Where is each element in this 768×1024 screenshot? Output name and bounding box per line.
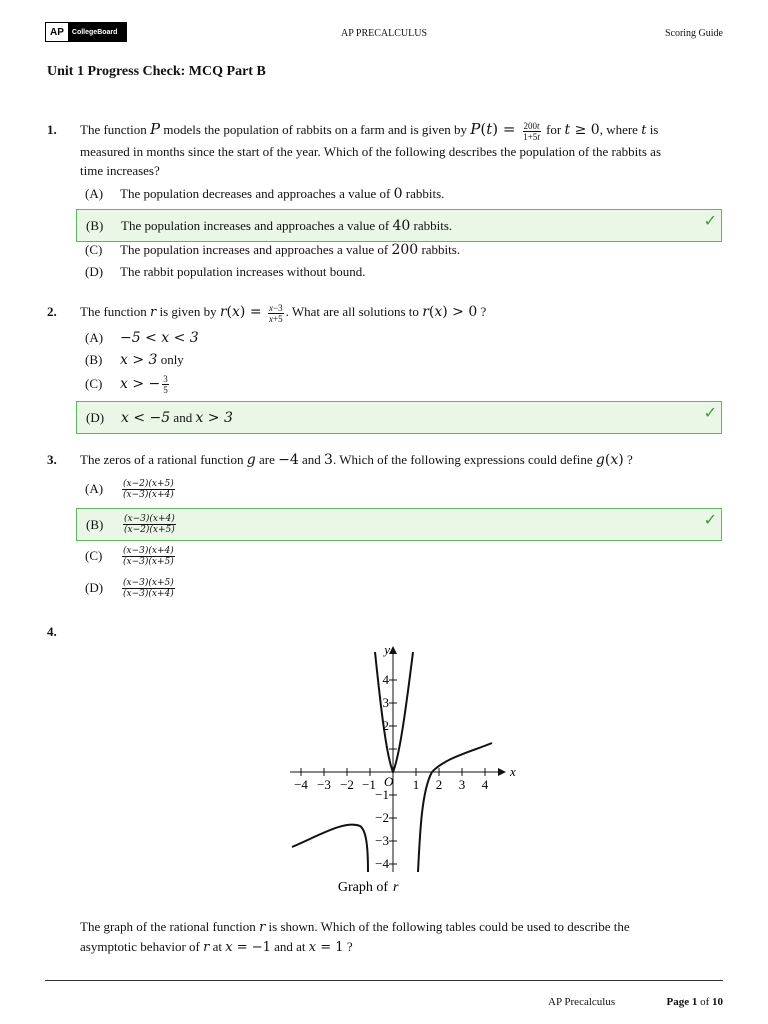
q2-option-c-text: x > − [120,376,161,392]
q1-option-c-letter: (C) [85,242,103,257]
q3-option-d[interactable] [80,575,177,601]
q1-option-a[interactable] [80,183,444,205]
q3-option-b-denominator: (x−2)(x+5) [124,525,175,535]
q1-option-d-text: The rabbit population increases without bound. [120,264,366,279]
x-tick-label: 3 [458,777,466,792]
q4-text-b: is shown. Which of the following tables could be used to describe the [268,919,630,934]
q2-option-b[interactable] [80,349,184,371]
question-1-number: 1. [47,122,57,137]
q1-text-e: is [649,122,659,137]
q3-option-b-letter: (B) [86,516,104,532]
x-tick-label: −3 [317,777,331,792]
curve-right-branch [418,743,492,872]
question-3-number: 3. [47,452,57,467]
q3-option-a-numerator: (x−2)(x+5) [123,478,174,489]
footer-divider [45,980,723,981]
q2-text-b: is given by [159,304,217,319]
q4-text-c: asymptotic behavior of [80,939,200,954]
q1-option-a-text: The population decreases and approaches a value of [120,186,391,201]
question-4-number: 4. [47,624,57,639]
q1-text-c: for [546,122,562,137]
x-tick-label: 4 [481,777,489,792]
q2-option-a-letter: (A) [85,330,104,345]
q3-text-e: ? [626,452,633,467]
q1-option-b-correct[interactable] [76,209,722,242]
q1-option-b-letter: (B) [86,217,104,233]
footer-page-of: of [700,996,710,1008]
q1-text-f: measured in months since the start of the year. Which of the following describes the population of the rabbits as [80,143,662,159]
q2-option-d-letter: (D) [86,409,105,425]
q2-text-a: The function [80,304,147,319]
q1-text-a: The function [80,122,147,137]
q3-option-a-denominator: (x−3)(x+4) [123,489,174,500]
q4-text-a: The graph of the rational function [80,919,256,934]
check-icon: ✓ [703,403,717,422]
q2-option-d-text2: x > 3 [195,409,233,426]
question-2-text: The function r is given by r(x) = $\frac{x-3}{x+5}$ . What are all solutions to r(x) > 0 ? [80,302,487,324]
curve-middle-branch [375,652,413,772]
y-tick-label: 2 [382,718,389,733]
graph-caption: Graph of [337,880,388,895]
q1-text-d: , where [599,122,638,137]
footer-page-number [666,996,723,1008]
q3-option-c-denominator: (x−3)(x+5) [123,556,174,567]
q3-text-a: The zeros of a rational function [80,452,244,467]
q3-text-b: are [258,452,275,467]
q4-text-f: ? [346,939,353,954]
q2-option-d-correct[interactable] [76,401,722,434]
q1-option-a-post: rabbits. [405,186,445,201]
q2-option-b-letter: (B) [85,352,103,367]
q1-option-b-text: The population increases and approaches a value of [121,217,390,233]
origin-label: O [384,774,394,789]
x-axis-label: x [510,764,516,779]
logo-collegeboard-text: CollegeBoard [69,23,126,41]
q3-text-c: and [302,452,321,467]
q1-option-a-value: 0 [393,186,403,202]
y-tick-label: −1 [375,787,389,802]
footer-page-current: 1 [691,996,698,1008]
q1-option-d[interactable] [80,261,366,283]
x-tick-label: −1 [362,777,376,792]
x-axis-arrow-icon [498,768,506,776]
x-tick-label: 2 [435,777,443,792]
header-scoring-guide: Scoring Guide [664,28,723,39]
x-tick-label: 1 [412,777,420,792]
q2-option-d-text: x < −5 [121,409,171,426]
q2-text-d: ? [480,304,487,319]
q2-option-a[interactable] [80,327,199,349]
q1-option-b-value: 40 [392,217,411,234]
y-tick-label: −4 [375,856,389,871]
header-course-title: AP PRECALCULUS [340,28,428,39]
graph-caption-var: r [393,880,399,895]
q2-option-b-post: only [160,352,184,367]
q3-option-c-letter: (C) [85,548,103,563]
footer-page-label: Page [666,996,690,1008]
q3-option-d-numerator: (x−3)(x+5) [123,577,174,588]
q3-option-c[interactable] [80,543,177,569]
q1-option-a-letter: (A) [85,186,104,201]
q3-option-a-letter: (A) [85,481,104,496]
y-tick-label: 4 [382,672,389,687]
q3-text-d: . Which of the following expressions could define [332,452,593,467]
q3-option-b-correct[interactable] [76,508,722,541]
q1-option-b-post: rabbits. [413,217,453,233]
x-tick-label: −4 [294,777,308,792]
y-axis-label: y [384,642,390,657]
x-tick-label: −2 [340,777,354,792]
check-icon: ✓ [703,510,717,529]
q3-option-d-letter: (D) [85,580,104,595]
q3-option-b-numerator: (x−3)(x+4) [124,514,175,524]
q1-option-d-letter: (D) [85,264,104,279]
q1-text-g: time increases? [80,162,160,178]
page-title: Unit 1 Progress Check: MCQ Part B [47,64,266,79]
q1-option-c-value: 200 [391,242,419,258]
question-3-text: The zeros of a rational function g are −4 and 3. Which of the following expressions could define g(x) ? [80,452,633,468]
q3-option-c-numerator: (x−3)(x+4) [123,545,174,556]
q3-option-a[interactable] [80,476,177,502]
question-1-text: The function P models the population of rabbits on a farm and is given by P(t) = $\frac{200t}{1+5t}$ for t ≥ 0, where t is measured in months since the start of the year. Which of the following describes the population of the rabbits as time increases? [80,120,730,180]
q1-text-b: models the population of rabbits on a farm and is given by [163,122,468,137]
q1-option-c[interactable] [80,239,460,261]
q2-option-b-text: x > 3 [120,352,158,368]
q3-option-d-denominator: (x−3)(x+4) [123,588,174,599]
q2-option-d-and: and [173,409,193,425]
footer-course: AP Precalculus [548,996,616,1008]
y-tick-label: −3 [375,833,389,848]
q1-option-c-text: The population increases and approaches a value of [120,242,389,257]
q2-option-a-text: −5 < x < 3 [120,330,199,346]
check-icon: ✓ [703,211,717,230]
question-4-text: The graph of the rational function r is shown. Which of the following tables could be used to describe the asymptotic behavior of r at x = −1 and at x = 1 ? [80,919,630,955]
q1-option-c-post: rabbits. [421,242,461,257]
q4-text-d: at [212,939,222,954]
question-2-number: 2. [47,304,57,319]
q2-text-c: . What are all solutions to [285,304,419,319]
q2-option-c-letter: (C) [85,376,103,391]
y-tick-label: −2 [375,810,389,825]
y-axis-arrow-icon [389,646,397,654]
footer-page-total: 10 [712,996,723,1008]
q4-text-e: and at [274,939,306,954]
q2-option-c[interactable]: (C) x > − $\frac{3}{5}$ [80,373,171,395]
logo-ap-text: AP [46,23,69,41]
y-tick-label: 3 [382,695,389,710]
rational-function-graph [280,640,520,900]
curve-left-branch [292,825,368,872]
